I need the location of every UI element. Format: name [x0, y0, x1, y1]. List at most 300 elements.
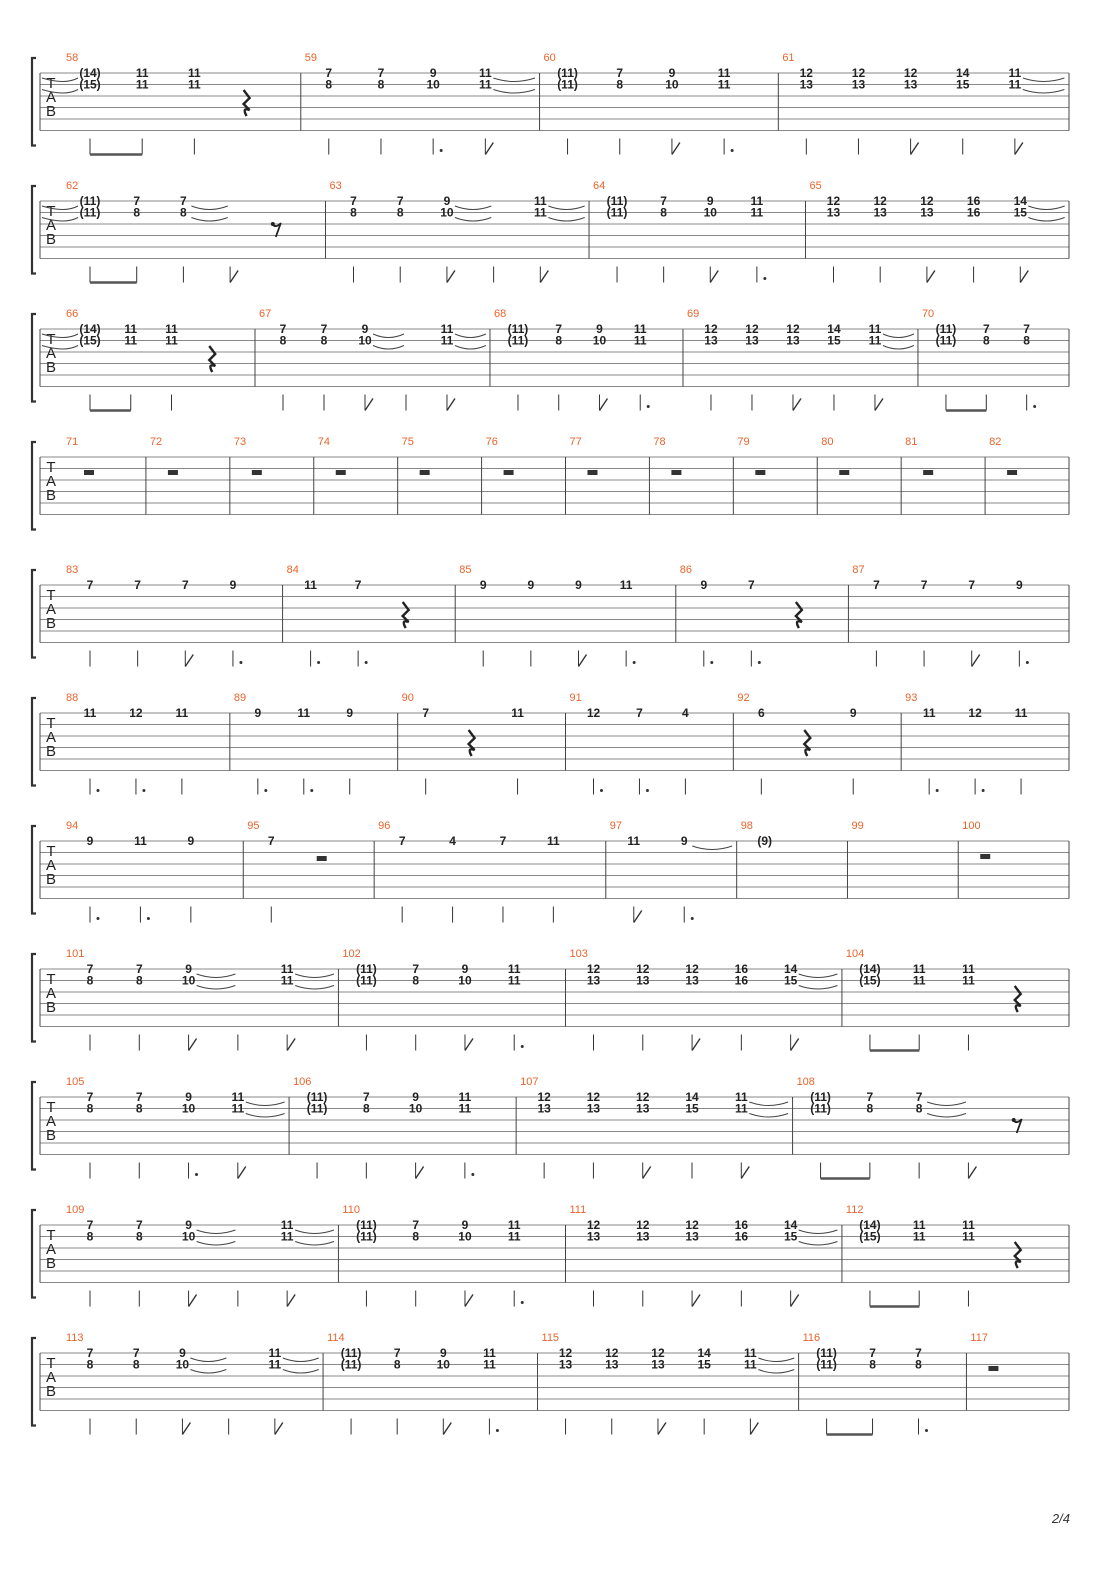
measure-number: 68 [493, 308, 507, 320]
fret-number: (9) [757, 834, 773, 848]
fret-number: 11 [750, 205, 764, 220]
measure-number: 78 [653, 436, 666, 448]
whole-rest [84, 470, 94, 475]
fret-number: 8 [869, 1357, 876, 1372]
fret-number: 9 [849, 706, 857, 720]
fret-number: 12 [586, 706, 601, 720]
fret-number: 7 [86, 1346, 94, 1360]
fret-number: 11 [165, 333, 178, 348]
duration-dot [264, 789, 267, 792]
fret-number: 12 [636, 1218, 650, 1232]
fret-number: 9 [185, 1090, 192, 1104]
measure-number: 103 [569, 948, 588, 960]
fret-number: 8 [133, 205, 141, 220]
fret-number: 10 [181, 1229, 196, 1244]
quarter-rest [209, 346, 215, 372]
measure [259, 308, 490, 411]
note-flag [643, 1167, 651, 1179]
eighth-rest-dot [1012, 1118, 1016, 1122]
fret-number: 8 [616, 77, 624, 92]
note-flag [287, 1295, 295, 1307]
tab-clef-letter: T [46, 843, 56, 860]
duration-dot [310, 789, 313, 792]
fret-number: 11 [280, 1229, 294, 1244]
measure-number: 116 [802, 1332, 821, 1344]
note-flag [692, 1039, 700, 1051]
fret-number: 7 [915, 1090, 923, 1104]
fret-number: 7 [747, 578, 755, 592]
fret-number: (11) [810, 1090, 831, 1104]
tie-arc [373, 346, 404, 350]
fret-number: 11 [304, 578, 317, 592]
fret-number: 9 [185, 962, 192, 976]
measure-number: 113 [66, 1332, 84, 1344]
measure-number: 109 [66, 1204, 85, 1216]
measure-number: 69 [686, 308, 700, 320]
fret-number: 7 [422, 706, 430, 720]
measure [570, 948, 842, 1051]
fret-number: 13 [826, 205, 841, 220]
fret-number: 15 [956, 77, 970, 92]
tie-arc [1028, 206, 1064, 210]
note-flag [875, 399, 883, 411]
fret-number: 7 [354, 578, 362, 592]
tie-arc [1023, 78, 1065, 82]
measure-number: 110 [342, 1204, 360, 1216]
tab-clef-letter: T [46, 1227, 56, 1244]
fret-number: (11) [356, 1229, 377, 1244]
measure-number: 114 [327, 1332, 345, 1344]
tie-arc [295, 974, 334, 978]
fret-number: 13 [605, 1357, 619, 1372]
fret-number: 9 [229, 578, 237, 592]
system-bracket [32, 698, 36, 786]
note-flag [238, 1167, 246, 1179]
fret-number: 14 [783, 962, 798, 976]
fret-number: 13 [745, 333, 759, 348]
fret-number: 11 [280, 1218, 294, 1232]
tab-clef-letter: B [45, 615, 57, 632]
fret-number: (11) [340, 1346, 362, 1360]
fret-number: 11 [1008, 66, 1022, 80]
tie-arc [295, 1230, 334, 1234]
tab-system [32, 180, 1069, 283]
whole-rest [504, 470, 514, 475]
measure-number: 93 [905, 692, 918, 704]
note-flag [791, 1295, 799, 1307]
measure [42, 52, 301, 155]
fret-number: 12 [129, 706, 143, 720]
tab-clef-letter: B [45, 743, 57, 760]
fret-number: 9 [668, 66, 676, 80]
note-flag [485, 143, 493, 155]
fret-number: (11) [557, 77, 578, 92]
tab-clef-letter: A [45, 857, 57, 874]
measure-number: 80 [821, 436, 834, 448]
duration-dot [471, 1173, 474, 1176]
whole-rest [923, 470, 933, 475]
measure-number: 83 [66, 564, 79, 576]
measure [687, 308, 918, 411]
fret-number: 11 [479, 77, 492, 92]
measure-number: 112 [845, 1204, 864, 1216]
measure-number: 58 [66, 52, 79, 64]
fret-number: 9 [596, 322, 603, 336]
fret-number: 8 [320, 333, 328, 348]
fret-number: 9 [412, 1090, 419, 1104]
fret-number: 13 [873, 205, 887, 220]
fret-number: 11 [912, 962, 926, 976]
fret-number: 10 [426, 77, 440, 92]
fret-number: 8 [915, 1357, 922, 1372]
tie-arc [295, 986, 334, 990]
fret-number: 11 [165, 322, 178, 336]
fret-number: 11 [533, 205, 547, 220]
tab-clef-letter: A [45, 1241, 57, 1258]
note-flag [185, 655, 193, 667]
measure-number: 72 [149, 436, 163, 448]
duration-dot [195, 1173, 198, 1176]
fret-number: 13 [651, 1357, 665, 1372]
measure-number: 88 [66, 692, 79, 704]
fret-number: 7 [180, 194, 187, 208]
tie-arc [883, 334, 914, 338]
tab-clef-letter: T [46, 1355, 56, 1372]
tab-system [32, 308, 1069, 411]
note-flag [189, 1295, 197, 1307]
measure-number: 94 [66, 820, 79, 832]
tab-clef-letter: B [45, 871, 57, 888]
measure-number: 85 [459, 564, 472, 576]
note-flag [911, 143, 919, 155]
fret-number: 15 [827, 333, 841, 348]
fret-number: 13 [903, 77, 918, 92]
fret-number: 9 [361, 322, 369, 336]
measure-number: 70 [921, 308, 935, 320]
tab-clef-letter: T [46, 331, 56, 348]
note-flag [710, 271, 718, 283]
note-flag [275, 1423, 283, 1435]
measure-number: 98 [740, 820, 753, 832]
tie-arc [927, 1114, 966, 1118]
tie-arc [548, 218, 584, 222]
quarter-rest [403, 602, 409, 628]
fret-number: 12 [586, 962, 601, 976]
fret-number: 12 [651, 1346, 665, 1360]
fret-number: 15 [685, 1101, 699, 1116]
fret-number: 13 [586, 1229, 601, 1244]
fret-number: 11 [280, 962, 294, 976]
fret-number: 11 [268, 1357, 282, 1372]
fret-number: 9 [187, 834, 195, 848]
fret-number: 7 [1023, 322, 1030, 336]
measure [846, 1204, 1069, 1307]
system-bracket [32, 570, 36, 658]
tie-arc [758, 1370, 794, 1374]
fret-number: 10 [408, 1101, 423, 1116]
fret-number: 11 [922, 706, 936, 720]
fret-number: 12 [636, 962, 650, 976]
measure-number: 115 [541, 1332, 560, 1344]
tie-arc [1023, 90, 1065, 94]
fret-number: 7 [181, 578, 189, 592]
fret-number: (15) [79, 77, 101, 92]
whole-rest [252, 470, 262, 475]
fret-number: 11 [188, 77, 201, 92]
note-flag [793, 399, 801, 411]
measure-number: 75 [401, 436, 414, 448]
tab-clef-letter: B [45, 1383, 57, 1400]
note-flag [968, 1167, 976, 1179]
fret-number: 9 [179, 1346, 186, 1360]
measure [42, 180, 326, 283]
duration-dot [731, 149, 734, 152]
fret-number: 11 [627, 834, 641, 848]
fret-number: 7 [616, 66, 624, 80]
fret-number: (11) [306, 1090, 328, 1104]
fret-number: 10 [175, 1357, 190, 1372]
fret-number: 8 [660, 205, 667, 220]
note-flag [599, 399, 607, 411]
quarter-rest [796, 602, 802, 628]
fret-number: 11 [479, 66, 492, 80]
note-flag [579, 655, 587, 667]
duration-dot [925, 1429, 928, 1432]
fret-number: 13 [558, 1357, 573, 1372]
eighth-rest-dot [271, 222, 275, 226]
measure-number: 60 [543, 52, 556, 64]
fret-number: 9 [439, 1346, 447, 1360]
fret-number: (11) [507, 333, 529, 348]
fret-number: 7 [866, 1090, 874, 1104]
tie-arc [295, 1242, 334, 1246]
fret-number: 10 [458, 1229, 472, 1244]
fret-number: 4 [682, 706, 689, 720]
duration-dot [646, 789, 649, 792]
system-bracket [32, 826, 36, 914]
measure [905, 692, 1069, 795]
note-flag [189, 1039, 197, 1051]
tab-clef-letter: A [45, 1113, 57, 1130]
fret-number: 10 [181, 1101, 196, 1116]
fret-number: 11 [734, 1101, 748, 1116]
tab-clef-letter: T [46, 715, 56, 732]
half-rest [317, 856, 327, 861]
fret-number: 7 [412, 962, 420, 976]
measure [305, 52, 540, 155]
fret-number: (15) [859, 1229, 881, 1244]
tie-arc [1028, 218, 1064, 222]
fret-number: 14 [827, 322, 841, 336]
fret-number: (11) [79, 205, 101, 220]
measure-number: 97 [609, 820, 623, 832]
fret-number: 7 [86, 1218, 94, 1232]
tie-arc [749, 1102, 788, 1106]
tab-clef-letter: A [45, 89, 57, 106]
tab-system [32, 436, 1069, 530]
fret-number: 11 [511, 706, 524, 720]
fret-number: 6 [757, 706, 765, 720]
note-flag [230, 271, 238, 283]
fret-number: 12 [903, 66, 918, 80]
measure [66, 820, 243, 923]
measure-number: 73 [233, 436, 247, 448]
duration-dot [647, 405, 650, 408]
measure-number: 62 [66, 180, 79, 192]
measure [809, 180, 1069, 283]
tie-arc [799, 986, 838, 990]
tab-clef-letter: T [46, 1099, 56, 1116]
fret-number: 13 [851, 77, 866, 92]
fret-number: 10 [665, 77, 679, 92]
tie-arc [799, 1242, 838, 1246]
measure [494, 308, 683, 411]
tie-arc [190, 1358, 226, 1362]
fret-number: 10 [358, 333, 372, 348]
fret-number: 7 [555, 322, 563, 336]
fret-number: (11) [606, 194, 628, 208]
tie-arc [548, 206, 584, 210]
fret-number: 12 [605, 1346, 619, 1360]
fret-number: 12 [968, 706, 982, 720]
fret-number: 13 [636, 1101, 650, 1116]
note-flag [658, 1423, 666, 1435]
fret-number: 11 [280, 973, 294, 988]
measure-number: 100 [962, 820, 981, 832]
fret-number: 7 [660, 194, 667, 208]
fret-number: 14 [956, 66, 970, 80]
fret-number: 14 [1013, 194, 1027, 208]
note-flag [287, 1039, 295, 1051]
system-bracket [32, 314, 36, 402]
fret-number: 11 [962, 962, 975, 976]
note-flag [791, 1039, 799, 1051]
fret-number: (11) [810, 1101, 831, 1116]
duration-dot [521, 1301, 524, 1304]
duration-dot [97, 917, 100, 920]
system-bracket [32, 1210, 36, 1298]
measure-number: 71 [66, 436, 79, 448]
measure-number: 64 [593, 180, 606, 192]
measure [247, 820, 374, 923]
fret-number: 7 [377, 66, 385, 80]
fret-number: 7 [873, 578, 880, 592]
fret-number: (11) [79, 194, 101, 208]
tab-clef-letter: A [45, 1369, 57, 1386]
fret-number: 7 [325, 66, 333, 80]
tie-arc [455, 218, 491, 222]
measure-number: 81 [905, 436, 918, 448]
tab-system [32, 948, 1069, 1051]
measure-number: 111 [569, 1204, 587, 1216]
fret-number: 11 [483, 1357, 496, 1372]
duration-dot [710, 661, 713, 664]
fret-number: 7 [350, 194, 357, 208]
quarter-rest [469, 730, 475, 756]
fret-number: 16 [734, 1229, 749, 1244]
measure-number: 106 [293, 1076, 312, 1088]
measure [66, 948, 338, 1051]
tab-clef-letter: A [45, 217, 57, 234]
note-flag [672, 143, 680, 155]
fret-number: 8 [1023, 333, 1030, 348]
tab-clef-letter: B [45, 103, 57, 120]
tab-clef-letter: B [45, 359, 57, 376]
measure-number: 79 [737, 436, 750, 448]
fret-number: 10 [592, 333, 607, 348]
whole-rest [980, 854, 990, 859]
quarter-rest [804, 730, 810, 756]
measure [852, 564, 1069, 667]
measure [293, 1076, 516, 1179]
fret-number: 8 [412, 1229, 420, 1244]
measure-number: 65 [809, 180, 822, 192]
fret-number: 13 [704, 333, 718, 348]
fret-number: 10 [703, 205, 717, 220]
tie-arc [692, 846, 732, 850]
fret-number: 8 [325, 77, 333, 92]
tie-arc [373, 334, 404, 338]
tie-arc [455, 334, 486, 338]
duration-dot [440, 149, 443, 152]
fret-number: (11) [935, 333, 957, 348]
fret-number: 12 [704, 322, 718, 336]
fret-number: 8 [86, 1101, 94, 1116]
measure [593, 180, 805, 283]
fret-number: 12 [851, 66, 866, 80]
fret-number: 11 [188, 66, 201, 80]
measure-number: 63 [329, 180, 342, 192]
fret-number: 11 [83, 706, 97, 720]
fret-number: 16 [966, 205, 981, 220]
measure [846, 948, 1069, 1051]
measure-number: 86 [679, 564, 693, 576]
fret-number: (11) [507, 322, 529, 336]
fret-number: 15 [783, 1229, 798, 1244]
measure-number: 105 [66, 1076, 85, 1088]
fret-number: 11 [507, 973, 521, 988]
fret-number: 7 [135, 962, 143, 976]
fret-number: (11) [340, 1357, 362, 1372]
tie-arc [197, 1242, 236, 1246]
fret-number: 8 [86, 1229, 94, 1244]
fret-number: 7 [279, 322, 287, 336]
fret-number: 9 [185, 1218, 192, 1232]
fret-number: 12 [873, 194, 887, 208]
tab-system [32, 692, 1069, 795]
whole-rest [420, 470, 430, 475]
measure-number: 96 [378, 820, 391, 832]
fret-number: 13 [920, 205, 934, 220]
fret-number: 16 [734, 1218, 749, 1232]
fret-number: 12 [558, 1346, 573, 1360]
fret-number: 7 [396, 194, 404, 208]
measure-number: 84 [286, 564, 299, 576]
tab-clef-letter: B [45, 1255, 57, 1272]
tie-arc [927, 1102, 966, 1106]
fret-number: 11 [750, 194, 764, 208]
measure-number: 102 [342, 948, 361, 960]
fret-number: 10 [440, 205, 454, 220]
measure [782, 52, 1069, 155]
note-flag [634, 911, 642, 923]
measure-number: 77 [569, 436, 582, 448]
fret-number: 11 [231, 1101, 245, 1116]
measure-number: 108 [796, 1076, 815, 1088]
fret-number: 11 [124, 322, 138, 336]
whole-rest [755, 470, 765, 475]
fret-number: 9 [254, 706, 262, 720]
